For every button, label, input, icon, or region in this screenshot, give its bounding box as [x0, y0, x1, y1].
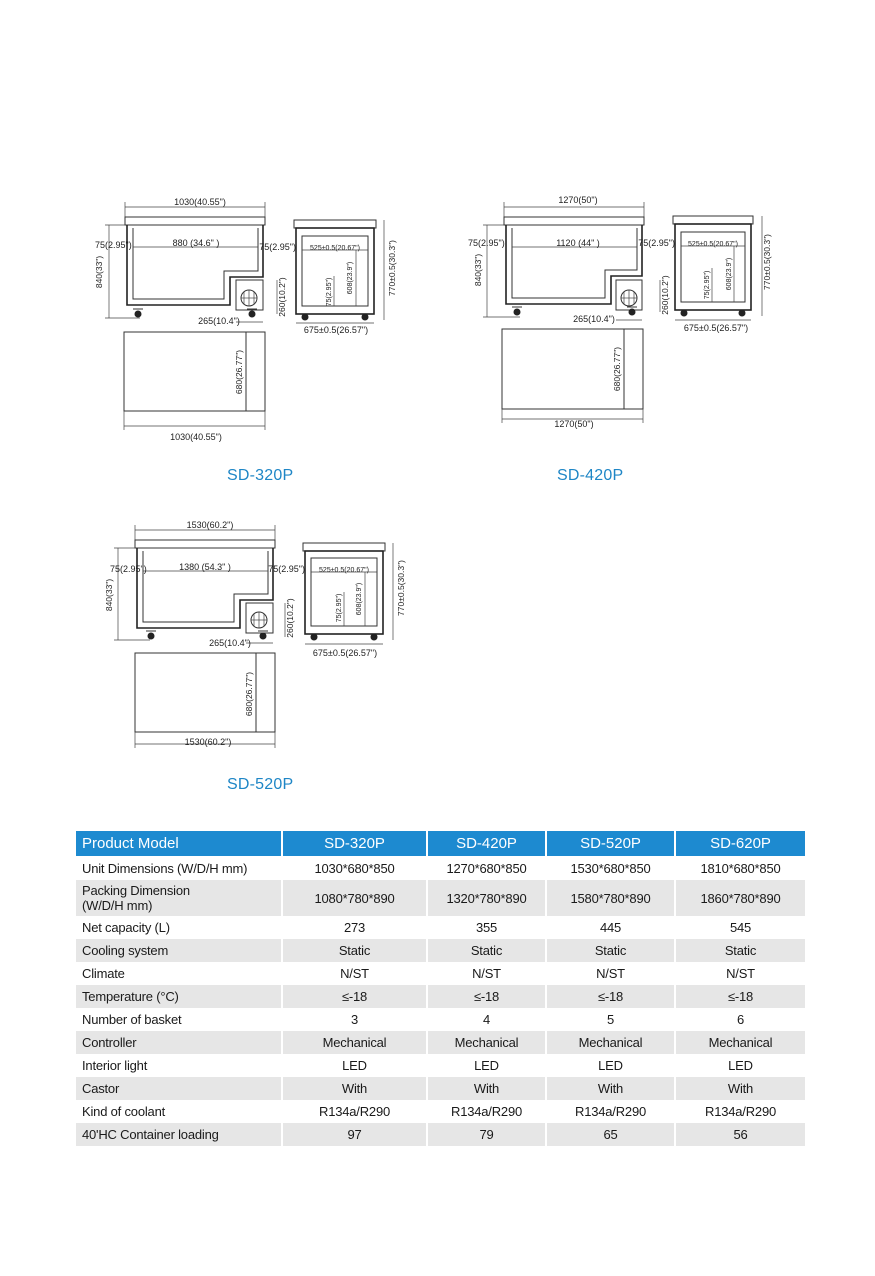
sd320p-side-base: 75(2.95") — [326, 277, 333, 307]
table-row — [76, 880, 805, 916]
table-cell: 6 — [736, 1012, 745, 1027]
table-cell: 445 — [547, 916, 676, 939]
row-label: Unit Dimensions (W/D/H mm) — [76, 856, 283, 880]
table-cell: Static — [428, 939, 547, 962]
table-cell: With — [283, 1077, 428, 1100]
table-cell: 1270*680*850 — [428, 856, 547, 880]
sd320p-compressor-height: 260(10.2") — [277, 277, 287, 317]
sd320p-top-view — [124, 332, 265, 442]
row-label: Cooling system — [76, 939, 283, 962]
model-label-sd520p: SD-520P — [227, 776, 294, 793]
header-product-model: Product Model — [76, 831, 283, 856]
row-label-line1: Packing Dimension — [82, 883, 190, 898]
table-cell: 3 — [283, 1008, 428, 1031]
table-cell: 545 — [729, 920, 752, 935]
sd520p-inner-width: 1380 (54.3" ) — [179, 562, 231, 572]
table-cell: LED — [547, 1054, 676, 1077]
sd420p-compressor-width: 265(10.4") — [573, 314, 615, 324]
sd520p-side-base: 75(2.95") — [336, 593, 343, 623]
sd420p-inner-width: 1120 (44" ) — [556, 238, 600, 248]
table-cell: 5 — [547, 1008, 676, 1031]
table-cell: 1580*780*890 — [547, 880, 676, 916]
table-cell: ≤-18 — [547, 985, 676, 1008]
table-cell: Static — [676, 939, 805, 962]
table-cell: N/ST — [547, 962, 676, 985]
table-cell: R134a/R290 — [547, 1100, 676, 1123]
table-cell: N/ST — [726, 966, 755, 981]
sd320p-side-height: 770±0.5(30.3") — [387, 240, 397, 296]
spec-table — [76, 831, 805, 1146]
table-row — [76, 1054, 805, 1077]
sd420p-top-depth: 680(26.77") — [612, 346, 622, 392]
row-label: Castor — [76, 1077, 283, 1100]
sd320p-side-depth: 675±0.5(26.57") — [303, 325, 369, 335]
sd520p-side-lid: 75(2.95") — [268, 564, 305, 574]
table-cell: ≤-18 — [283, 985, 428, 1008]
row-label: Temperature (°C) — [76, 985, 283, 1008]
sd520p-top-width: 1530(60.2") — [184, 737, 232, 747]
sd420p-top-width: 1270(50") — [554, 419, 594, 429]
table-cell: Mechanical — [676, 1031, 805, 1054]
row-label: Net capacity (L) — [76, 916, 283, 939]
table-row — [76, 916, 805, 939]
table-cell: 65 — [547, 1123, 676, 1146]
table-row — [76, 1077, 805, 1100]
sd420p-front-view — [468, 195, 670, 324]
header-sd320p: SD-320P — [283, 831, 428, 856]
sd420p-compressor-height: 260(10.2") — [660, 275, 670, 315]
sd520p-compressor-height: 260(10.2") — [285, 598, 295, 638]
sd320p-top-width: 1030(40.55") — [170, 432, 222, 442]
table-cell: 273 — [283, 916, 428, 939]
table-cell: Mechanical — [428, 1031, 547, 1054]
sd420p-overall-width: 1270(50") — [558, 195, 598, 205]
table-cell: ≤-18 — [428, 985, 547, 1008]
row-label: Controller — [76, 1031, 283, 1054]
table-cell: With — [547, 1077, 676, 1100]
sd320p-top-depth: 680(26.77") — [234, 349, 244, 395]
table-cell: 1810*680*850 — [700, 860, 781, 876]
table-cell: With — [428, 1077, 547, 1100]
row-label — [76, 880, 283, 916]
sd520p-side-basket: 608(23.9") — [356, 582, 363, 616]
table-cell: LED — [283, 1054, 428, 1077]
sd420p-side-depth: 675±0.5(26.57") — [683, 323, 749, 333]
sd420p-side-base: 75(2.95") — [704, 270, 711, 300]
sd420p-side-view — [638, 216, 772, 333]
table-cell: 56 — [676, 1123, 805, 1146]
table-row — [76, 939, 805, 962]
sd320p-overall-width: 1030(40.55") — [174, 197, 226, 207]
table-row — [76, 985, 805, 1008]
table-cell: Static — [283, 939, 428, 962]
sd420p-lid-height: 75(2.95") — [468, 238, 505, 248]
table-cell: N/ST — [428, 962, 547, 985]
row-label: Climate — [76, 962, 283, 985]
table-cell: LED — [728, 1058, 753, 1073]
sd520p-front-view — [104, 520, 295, 648]
header-sd620p: SD-620P — [676, 831, 805, 856]
table-row — [76, 1100, 805, 1123]
sd420p-side-inner-depth: 525±0.5(20.67") — [688, 241, 738, 248]
table-cell: 1530*680*850 — [547, 856, 676, 880]
sd320p-compressor-width: 265(10.4") — [198, 316, 240, 326]
table-cell: With — [676, 1077, 805, 1100]
header-sd420p: SD-420P — [428, 831, 547, 856]
sd420p-height: 840(33") — [473, 253, 483, 287]
sd520p-side-inner-depth: 525±0.5(20.67") — [319, 567, 369, 574]
sd320p-side-basket: 608(23.9") — [347, 261, 354, 295]
table-row — [76, 962, 805, 985]
sd520p-overall-width: 1530(60.2") — [186, 520, 234, 530]
sd520p-height: 840(33") — [104, 578, 114, 612]
row-label: Number of basket — [76, 1008, 283, 1031]
table-row — [76, 856, 805, 880]
table-header-row — [76, 831, 805, 856]
table-cell: 1080*780*890 — [283, 880, 428, 916]
table-cell: LED — [428, 1054, 547, 1077]
sd420p-side-basket: 608(23.9") — [726, 257, 733, 291]
sd520p-top-depth: 680(26.77") — [244, 671, 254, 717]
sd320p-side-inner-depth: 525±0.5(20.67") — [310, 245, 360, 252]
table-cell: 97 — [283, 1123, 428, 1146]
table-cell: N/ST — [283, 962, 428, 985]
sd520p-lid-height: 75(2.95") — [110, 564, 147, 574]
sd320p-side-lid: 75(2.95") — [259, 242, 296, 252]
row-label: Interior light — [76, 1054, 283, 1077]
table-cell: Static — [547, 939, 676, 962]
model-label-sd420p: SD-420P — [557, 467, 624, 484]
table-row — [76, 1008, 805, 1031]
table-row — [76, 1031, 805, 1054]
sd420p-top-view — [502, 329, 643, 429]
table-cell: 1320*780*890 — [428, 880, 547, 916]
table-cell: 4 — [428, 1008, 547, 1031]
sd520p-compressor-width: 265(10.4") — [209, 638, 251, 648]
sd420p-side-height: 770±0.5(30.3") — [762, 234, 772, 290]
table-cell: R134a/R290 — [283, 1100, 428, 1123]
table-cell: 79 — [428, 1123, 547, 1146]
table-cell: 1860*780*890 — [676, 880, 805, 916]
table-cell: Mechanical — [283, 1031, 428, 1054]
table-cell: R134a/R290 — [705, 1104, 776, 1119]
table-row — [76, 1123, 805, 1146]
table-cell: Mechanical — [547, 1031, 676, 1054]
sd320p-lid-height: 75(2.95") — [95, 240, 132, 250]
table-cell: 1030*680*850 — [283, 856, 428, 880]
sd320p-front-view — [94, 197, 287, 326]
sd320p-height: 840(33") — [94, 255, 104, 289]
table-cell: 355 — [428, 916, 547, 939]
sd520p-top-view — [135, 653, 275, 748]
header-sd520p: SD-520P — [547, 831, 676, 856]
row-label: Kind of coolant — [76, 1100, 283, 1123]
row-label-line2: (W/D/H mm) — [82, 898, 153, 913]
sd520p-side-depth: 675±0.5(26.57") — [312, 648, 378, 658]
model-label-sd320p: SD-320P — [227, 467, 294, 484]
sd320p-inner-width: 880 (34.6" ) — [172, 238, 220, 248]
sd520p-side-height: 770±0.5(30.3") — [396, 560, 406, 616]
table-cell: ≤-18 — [676, 985, 805, 1008]
sd420p-side-lid: 75(2.95") — [638, 238, 675, 248]
table-cell: R134a/R290 — [428, 1100, 547, 1123]
row-label: 40'HC Container loading — [76, 1123, 283, 1146]
